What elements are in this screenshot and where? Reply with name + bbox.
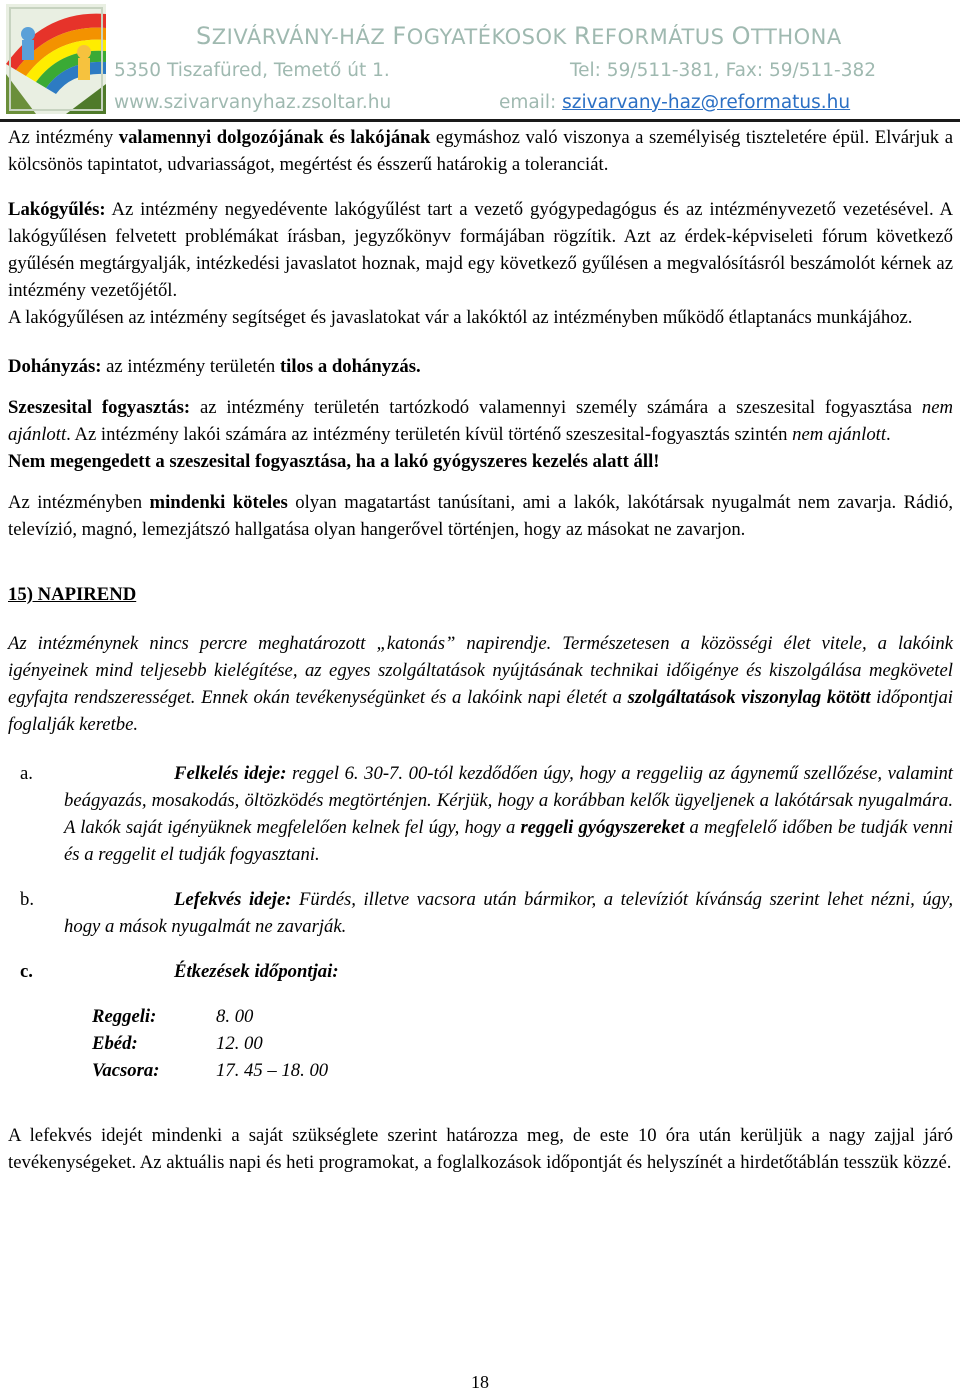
paragraph-menu-council: A lakógyűlésen az intézmény segítséget és javaslatokat vár a lakóktól az intézményben működő étlaptanács munkájához. bbox=[8, 307, 913, 328]
paragraph-programs: A lefekvés idejét mindenki a saját szükséglete szerint határozza meg, de este 10 óra után kerüljük a nagy zajjal járó tevékenységeket. Az aktuális napi és heti programokat, a foglalkozások időpontját és helyszínét a hirdetőtáblán tesszük közzé. bbox=[8, 1125, 953, 1173]
list-item-wakeup: a. Felkelés ideje: reggel 6. 30-7. 00-tól kezdődően úgy, hogy a reggeliig az ágynemű szellőzése, valamint beágyazás, mosakodás, öltözködés megtörténjen. Kérjük, hogy a korábban kelők ügyeljenek a lakótársak nyugalmára. A lakók saját igényüknek megfelelően kelnek fel úgy, hogy a reggeli gyógyszereket a megfelelő időben be tudják venni és a reggelit el tudják fogyasztani. bbox=[20, 763, 953, 865]
website-link[interactable]: www.szivarvanyhaz.zsoltar.hu bbox=[114, 92, 392, 113]
paragraph-daily-schedule: Az intézménynek nincs percre meghatározott „katonás” napirendje. Természetesen a közösségi élet vitele, a lakóink igényeinek mind teljesebb kielégítése, az egyes szolgáltatások nyújtásának technikai időigénye és kiszolgálása megkövetel egyfajta rendszerességet. Ennek okán tevékenységünket és a lakóink napi életét a szolgáltatások viszonylag kötött időpontjai foglalják keretbe. bbox=[8, 633, 954, 735]
paragraph-relations: Az intézmény valamennyi dolgozójának és lakójának egymáshoz való viszonya a személyiség tiszteletére épül. Elvárjuk a kölcsönös tapintatot, udvariasságot, megértést és ésszerű határokig a toleranciát. bbox=[8, 127, 953, 175]
header-divider bbox=[0, 119, 960, 122]
letterhead bbox=[0, 0, 960, 118]
meal-row: Vacsora: 17. 45 – 18. 00 bbox=[92, 1060, 329, 1081]
phone-fax: Tel: 59/511-381, Fax: 59/511-382 bbox=[570, 60, 877, 81]
paragraph-conduct: Az intézményben mindenki köteles olyan magatartást tanúsítani, ami a lakók, lakótársak nyugalmát nem zavarja. Rádió, televízió, magnó, lemezjátszó hallgatása olyan hangerővel történjen, hogy az másokat ne zavarjon. bbox=[8, 492, 953, 540]
list-item-meals: c. Étkezések időpontjai: bbox=[20, 961, 339, 982]
paragraph-smoking: Dohányzás: az intézmény területén tilos a dohányzás. bbox=[8, 356, 421, 377]
section-heading: 15) NAPIREND bbox=[8, 584, 137, 605]
document-body bbox=[8, 124, 953, 1176]
list-item-bedtime: b. Lefekvés ideje: Fürdés, illetve vacsora után bármikor, a televíziót kívánság szerint lehet nézni, úgy, hogy a mások nyugalmát ne zavarják. bbox=[20, 889, 953, 937]
rainbow-house-logo bbox=[6, 4, 106, 114]
alcohol-prohibition: Nem megengedett a szeszesital fogyasztása, ha a lakó gyógyszeres kezelés alatt áll! bbox=[8, 451, 660, 472]
email-link[interactable]: szivarvany-haz@reformatus.hu bbox=[562, 92, 851, 113]
page-number: 18 bbox=[471, 1372, 489, 1392]
meal-row: Reggeli: 8. 00 bbox=[92, 1006, 254, 1027]
email-line: email: szivarvany-haz@reformatus.hu bbox=[499, 92, 851, 113]
paragraph-alcohol: Szeszesital fogyasztás: az intézmény területén tartózkodó valamennyi személy számára a szeszesital fogyasztása nem ajánlott. Az intézmény lakói számára az intézmény területén kívül történő szeszesital-fogyasztás szintén nem ajánlott. bbox=[8, 397, 953, 445]
institution-name: SZIVÁRVÁNY-HÁZ FOGYATÉKOSOK REFORMÁTUS OTTHONA bbox=[196, 22, 842, 50]
address: 5350 Tiszafüred, Temető út 1. bbox=[114, 60, 390, 81]
meal-row: Ebéd: 12. 00 bbox=[92, 1033, 263, 1054]
paragraph-residents-meeting: Lakógyűlés: Az intézmény negyedévente lakógyűlést tart a vezető gyógypedagógus és az intézményvezető vezetésével. A lakógyűlésen felvetett problémákat írásban, jegyzőkönyv formájában rögzítik. Azt az érdek-képviseleti fórum következő gyűlésén megtárgyalják, intézkedési javaslatot hoznak, majd egy következő gyűlésen a megvalósításról beszámolót kérnek az intézmény vezetőjétől. bbox=[8, 199, 953, 301]
meal-times bbox=[92, 1003, 953, 1084]
